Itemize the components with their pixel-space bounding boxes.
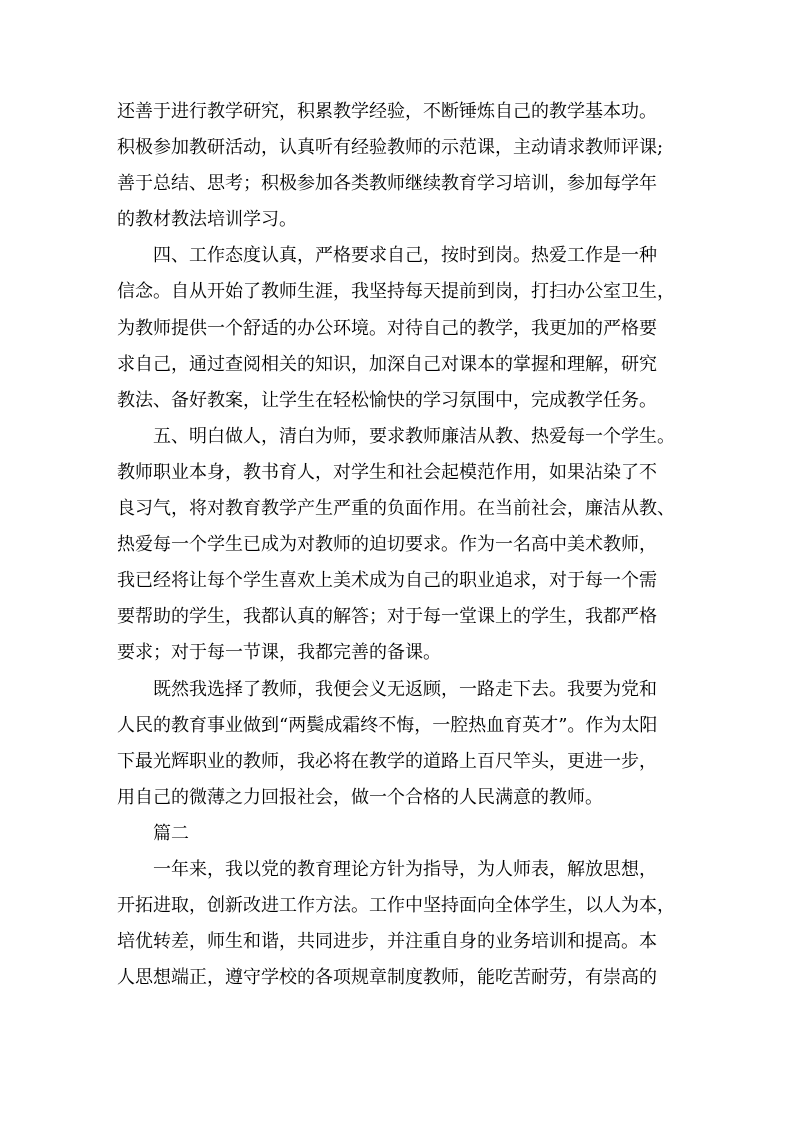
text-line-2: 积极参加教研活动，认真听有经验教师的示范课，主动请求教师评课; xyxy=(117,137,664,159)
text-line-18: 人民的教育事业做到“两鬓成霜终不悔，一腔热血育英才”。作为太阳 xyxy=(117,714,658,736)
text-line-11: 教师职业本身，教书育人，对学生和社会起模范作用，如果沾染了不 xyxy=(117,461,657,483)
text-line-22: 一年来，我以党的教育理论方针为指导，为人师表，解放思想， xyxy=(153,858,657,880)
text-line-20: 用自己的微薄之力回报社会，做一个合格的人民满意的教师。 xyxy=(117,786,603,808)
text-line-16: 要求；对于每一节课，我都完善的备课。 xyxy=(117,642,441,664)
text-line-24: 培优转差，师生和谐，共同进步，并注重自身的业务培训和提高。本 xyxy=(117,931,657,953)
text-line-1: 还善于进行教学研究，积累教学经验，不断锤炼自己的教学基本功。 xyxy=(117,101,657,122)
text-line-12: 良习气，将对教育教学产生严重的负面作用。在当前社会，廉洁从教、 xyxy=(117,498,675,520)
text-line-9: 教法、备好教案，让学生在轻松愉快的学习氛围中，完成教学任务。 xyxy=(117,389,657,411)
text-line-14: 我已经将让每个学生喜欢上美术成为自己的职业追求，对于每一个需 xyxy=(117,570,657,592)
section-heading: 篇二 xyxy=(153,822,189,844)
text-line-7: 为教师提供一个舒适的办公环境。对待自己的教学，我更加的严格要 xyxy=(117,317,657,339)
document-page xyxy=(117,94,683,996)
text-line-3: 善于总结、思考；积极参加各类教师继续教育学习培训，参加每学年 xyxy=(117,173,657,195)
text-line-15: 要帮助的学生，我都认真的解答；对于每一堂课上的学生，我都严格 xyxy=(117,606,657,628)
text-line-17: 既然我选择了教师，我便会义无返顾，一路走下去。我要为党和 xyxy=(153,678,657,700)
text-line-25: 人思想端正，遵守学校的各项规章制度教师，能吃苦耐劳，有崇高的 xyxy=(117,967,657,989)
text-line-23: 开拓进取，创新改进工作方法。工作中坚持面向全体学生，以人为本， xyxy=(117,895,675,917)
text-line-6: 信念。自从开始了教师生涯，我坚持每天提前到岗，打扫办公室卫生， xyxy=(117,281,675,303)
text-line-10: 五、明白做人，清白为师，要求教师廉洁从教、热爱每一个学生。 xyxy=(153,425,675,447)
text-line-4: 的教材教法培训学习。 xyxy=(117,209,297,231)
text-line-19: 下最光辉职业的教师，我必将在教学的道路上百尺竿头，更进一步， xyxy=(117,750,657,772)
text-line-8: 求自己，通过查阅相关的知识，加深自己对课本的掌握和理解，研究 xyxy=(117,353,657,375)
text-line-13: 热爱每一个学生已成为对教师的迫切要求。作为一名高中美术教师， xyxy=(117,534,657,556)
text-line-5: 四、工作态度认真，严格要求自己，按时到岗。热爱工作是一种 xyxy=(153,245,657,267)
